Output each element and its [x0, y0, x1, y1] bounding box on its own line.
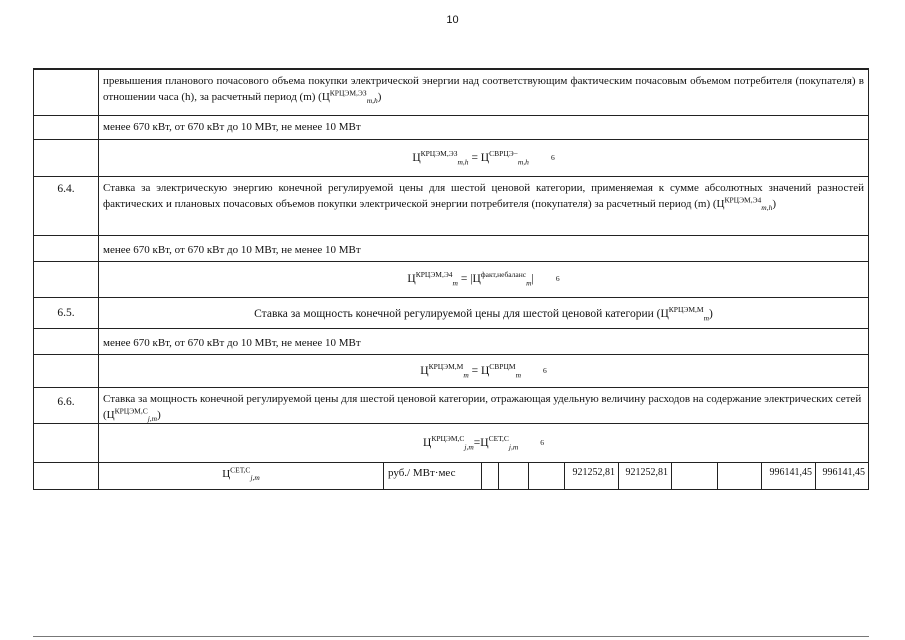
section-number: 6.5. — [33, 298, 98, 329]
continuation-text — [98, 69, 869, 116]
formula-row-1 — [33, 140, 869, 177]
formula-eq: = Ц — [468, 365, 490, 377]
continuation-description: превышения планового почасового объема покупки электрической энергии над соответствующим фактическим почасовым объемом потребителя (покупателя) в отношении часа (h), за расчетный период (m) (Ц — [103, 75, 864, 103]
empty-cell — [717, 463, 761, 490]
empty-cell — [528, 463, 564, 490]
formula-sub: j,m — [508, 442, 519, 452]
symbol-sup: КРЦЭМ,С — [114, 406, 148, 416]
value-cell: 921252,81 — [564, 463, 618, 490]
formula-eq: = |Ц — [457, 273, 481, 285]
symbol-sub: m,h — [761, 203, 773, 213]
section-6-4 — [33, 177, 869, 236]
formula-sup: КРЦЭМ,М — [428, 362, 464, 372]
formula-sup: СЕТ,С — [488, 434, 509, 444]
formula-sup: КРЦЭМ,ЭЗ — [420, 149, 458, 159]
label-sup: СЕТ,С — [230, 465, 251, 475]
formula-4: $Ц^{КРЦЭМ,С}_{j,m}=Ц^{СЕТ,С}_{j,m}$ 6 — [98, 424, 869, 463]
formula-footnote: 6 — [540, 438, 544, 448]
formula-2: $Ц^{КРЦЭМ,Э4}_m = |Ц^{факт,небаланс}_m|$ 6 — [98, 262, 869, 298]
symbol-sub: m,h — [366, 96, 378, 106]
paren-close: ) — [157, 409, 161, 421]
formula-sub: m,h — [457, 157, 469, 167]
row-number-empty — [33, 329, 98, 355]
row-number-empty — [33, 424, 98, 463]
formula-eq: =Ц — [473, 437, 489, 449]
section-description — [98, 298, 869, 329]
formula-row-3 — [33, 355, 869, 388]
section-number: 6.6. — [33, 388, 98, 424]
row-number-empty — [33, 116, 98, 140]
category-row-3 — [33, 329, 869, 355]
empty-cell — [481, 463, 498, 490]
section-number: 6.4. — [33, 177, 98, 236]
scan-edge-line — [33, 636, 869, 637]
value-label: $Ц^{СЕТ,С}_{j,m}$ — [98, 463, 383, 490]
formula-1: $Ц^{КРЦЭМ,ЭЗ}_{m,h} = Ц^{СВРЦЭ-}_{m,h}$ 6 — [98, 140, 869, 177]
formula-footnote: 6 — [550, 153, 555, 163]
category-text: менее 670 кВт, от 670 кВт до 10 МВт, не менее 10 МВт — [98, 116, 869, 140]
label-sub: j,m — [250, 473, 260, 483]
formula-row-2 — [33, 262, 869, 298]
formula-sub: m — [515, 370, 521, 380]
symbol-sub: m — [703, 313, 709, 323]
formula-footnote: 6 — [555, 274, 560, 284]
row-number-empty — [33, 463, 98, 490]
value-cell: 996141,45 — [815, 463, 869, 490]
section-description — [98, 177, 869, 236]
symbol-sup: КРЦЭМ,ЭЗ — [329, 88, 367, 98]
row-number-empty — [33, 69, 98, 116]
formula-sup: КРЦЭМ,С — [431, 434, 465, 444]
paren-close: ) — [377, 91, 382, 103]
category-row-2 — [33, 236, 869, 262]
empty-cell — [671, 463, 717, 490]
row-number-empty — [33, 262, 98, 298]
symbol-sup: КРЦЭМ,Э4 — [724, 195, 762, 205]
paren-close: ) — [772, 198, 776, 210]
value-cell: 921252,81 — [618, 463, 671, 490]
formula-sup: СВРЦЭ− — [489, 149, 518, 159]
formula-eq: = Ц — [468, 152, 490, 164]
formula-3: $Ц^{КРЦЭМ,М}_m = Ц^{СВРЦМ}_m$ 6 — [98, 355, 869, 388]
formula-sup: СВРЦМ — [489, 362, 516, 372]
empty-cell — [498, 463, 528, 490]
section-description — [98, 388, 869, 424]
section-6-6-text: Ставка за мощность конечной регулируемой цены для шестой ценовой категории, отражающая удельную величину расходов на содержание электрических сетей (Ц — [103, 393, 862, 421]
formula-sup: факт,небаланс — [480, 270, 527, 280]
row-number-empty — [33, 355, 98, 388]
symbol-sub: j,m — [147, 414, 158, 424]
formula-sup: КРЦЭМ,Э4 — [415, 270, 453, 280]
formula-footnote: 6 — [542, 366, 547, 376]
values-row — [33, 463, 869, 490]
formula-sub: m — [463, 370, 469, 380]
category-row-1 — [33, 116, 869, 140]
unit-cell: руб./ МВт·мес — [383, 463, 481, 490]
symbol-sup: КРЦЭМ,М — [668, 305, 704, 315]
section-6-5-text: Ставка за мощность конечной регулируемой цены для шестой ценовой категории (Ц — [254, 308, 669, 320]
category-text: менее 670 кВт, от 670 кВт до 10 МВт, не менее 10 МВт — [98, 236, 869, 262]
formula-sub: m,h — [517, 157, 529, 167]
formula-sub: m — [526, 278, 532, 288]
formula-sub: j,m — [464, 442, 474, 452]
value-cell: 996141,45 — [761, 463, 815, 490]
formula-bar: | — [531, 273, 534, 285]
section-6-6 — [33, 388, 869, 424]
page-number: 10 — [446, 14, 459, 26]
row-number-empty — [33, 236, 98, 262]
formula-sub: m — [452, 278, 458, 288]
paren-close: ) — [708, 308, 713, 320]
section-6-4-text: Ставка за электрическую энергию конечной регулируемой цены для шестой ценовой категории, применяемая к сумме абсолютных значений разностей фактических и плановых почасовых объемов покупки электрической энергии потребителя (покупателя) за расчетный период (m) (Ц — [103, 182, 864, 210]
continuation-row — [33, 68, 869, 116]
row-number-empty — [33, 140, 98, 177]
category-text: менее 670 кВт, от 670 кВт до 10 МВт, не менее 10 МВт — [98, 329, 869, 355]
formula-row-4 — [33, 424, 869, 463]
section-6-5 — [33, 298, 869, 329]
